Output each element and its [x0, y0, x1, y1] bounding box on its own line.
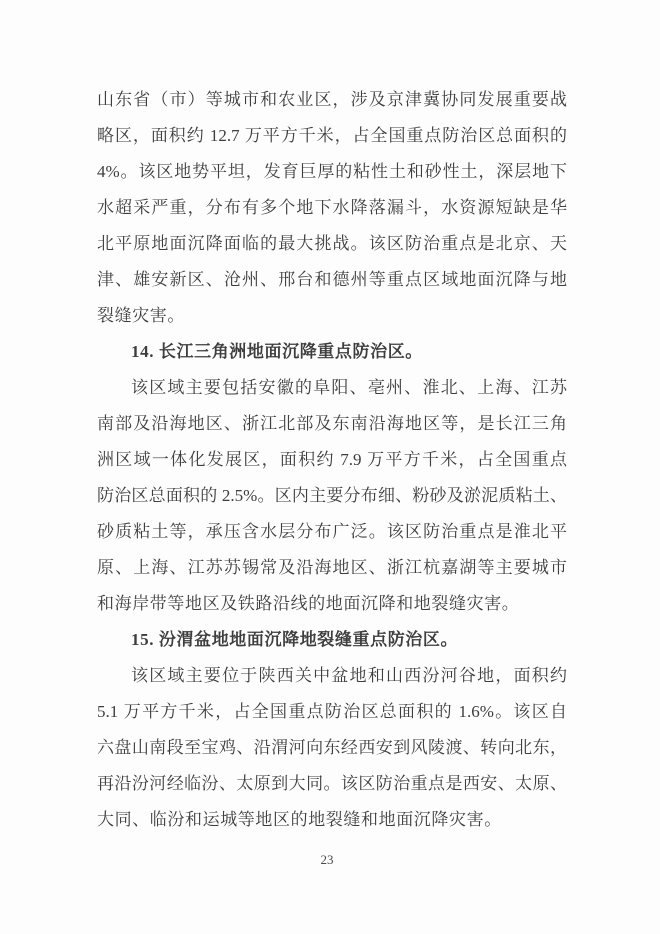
paragraph-15-last-line: 大同、临汾和运城等地区的地裂缝和地面沉降灾害。 — [97, 810, 502, 829]
paragraph-15-line: 再沿汾河经临汾、太原到大同。该区防治重点是西安、太原、 — [97, 774, 567, 793]
page-number: 23 — [320, 852, 334, 867]
section-heading-15: 15. 汾渭盆地地面沉降地裂缝重点防治区。 — [131, 630, 459, 649]
paragraph-15-line: 该区域主要位于陕西关中盆地和山西汾河谷地，面积约 — [131, 666, 567, 685]
paragraph-14-line: 砂质粘土等，承压含水层分布广泛。该区防治重点是淮北平 — [97, 522, 567, 541]
paragraph-14-line: 南部及沿海地区、浙江北部及东南沿海地区等，是长江三角 — [97, 414, 567, 433]
paragraph-15-line: 5.1 万平方千米，占全国重点防治区总面积的 1.6%。该区自 — [97, 702, 567, 721]
document-text-block — [97, 82, 567, 838]
section-heading-14: 14. 长江三角洲地面沉降重点防治区。 — [131, 342, 423, 361]
paragraph-13-line: 山东省（市）等城市和农业区，涉及京津冀协同发展重要战 — [97, 90, 567, 109]
paragraph-14-line: 洲区域一体化发展区，面积约 7.9 万平方千米，占全国重点 — [97, 450, 567, 469]
paragraph-15-line: 六盘山南段至宝鸡、沿渭河向东经西安到风陵渡、转向北东， — [97, 738, 567, 757]
paragraph-14-last-line: 和海岸带等地区及铁路沿线的地面沉降和地裂缝灾害。 — [97, 594, 520, 613]
paragraph-13-line: 北平原地面沉降面临的最大挑战。该区防治重点是北京、天 — [97, 234, 567, 253]
paragraph-14-line: 防治区总面积的 2.5%。区内主要分布细、粉砂及淤泥质粘土、 — [97, 486, 567, 505]
paragraph-13-line: 略区，面积约 12.7 万平方千米，占全国重点防治区总面积的 — [97, 126, 567, 145]
paragraph-14-line: 原、上海、江苏苏锡常及沿海地区、浙江杭嘉湖等主要城市 — [97, 558, 567, 577]
paragraph-13-line: 4%。该区地势平坦，发育巨厚的粘性土和砂性土，深层地下 — [97, 162, 567, 181]
paragraph-13-line: 津、雄安新区、沧州、邢台和德州等重点区域地面沉降与地 — [97, 270, 567, 289]
paragraph-14-line: 该区域主要包括安徽的阜阳、亳州、淮北、上海、江苏 — [131, 378, 567, 397]
paragraph-13-last-line: 裂缝灾害。 — [97, 306, 185, 325]
paragraph-13-line: 水超采严重，分布有多个地下水降落漏斗，水资源短缺是华 — [97, 198, 567, 217]
